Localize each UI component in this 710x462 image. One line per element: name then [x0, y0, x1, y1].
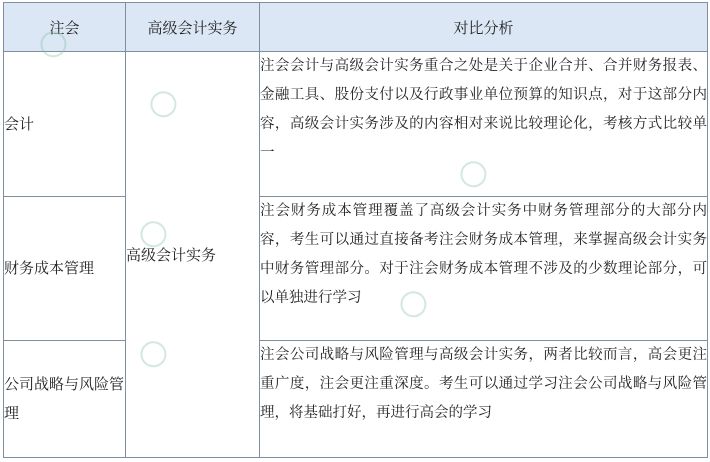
table-row — [4, 341, 708, 458]
row-label-strategy-risk-management: 公司战略与风险管理 — [4, 341, 126, 458]
header-comparison: 对比分析 — [260, 3, 708, 52]
analysis-strategy-risk-management: 注会公司战略与风险管理与高级会计实务，两者比较而言，高会更注重广度，注会更注重深度。考生可以通过学习注会公司战略与风险管理，将基础打好，再进行高会的学习 — [260, 341, 708, 458]
row-label-accounting: 会计 — [4, 52, 126, 197]
header-cpa: 注会 — [4, 3, 126, 52]
comparison-table — [3, 2, 708, 458]
table-row — [4, 197, 708, 341]
analysis-financial-cost-management: 注会财务成本管理覆盖了高级会计实务中财务管理部分的大部分内容，考生可以通过直接备考注会财务成本管理，来掌握高级会计实务中财务管理部分。对于注会财务成本管理不涉及的少数理论部分，可以单独进行学习 — [260, 197, 708, 341]
middle-label-senior-accounting: 高级会计实务 — [126, 52, 260, 458]
row-label-financial-cost-management: 财务成本管理 — [4, 197, 126, 341]
header-senior-accounting: 高级会计实务 — [126, 3, 260, 52]
table-row — [4, 52, 708, 197]
header-row — [4, 3, 708, 52]
analysis-accounting: 注会会计与高级会计实务重合之处是关于企业合并、合并财务报表、金融工具、股份支付以及行政事业单位预算的知识点，对于这部分内容，高级会计实务涉及的内容相对来说比较理论化，考核方式比较单一 — [260, 52, 708, 197]
